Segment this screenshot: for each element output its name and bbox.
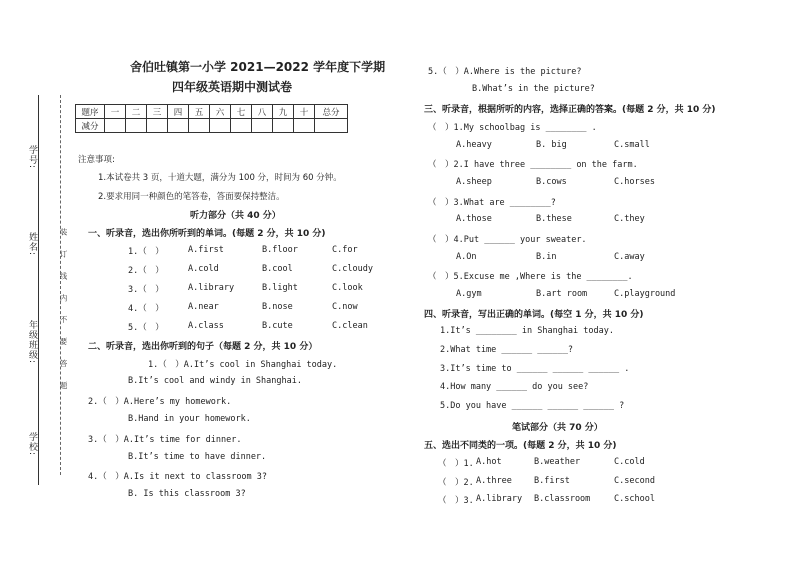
s5-option: A.hot — [476, 457, 502, 467]
s1-option: C.clean — [332, 321, 368, 331]
s2-option-a[interactable]: 4.（ ）A.Is it next to classroom 3? — [88, 472, 268, 482]
s3-option: B.cows — [536, 177, 567, 187]
written-heading: 笔试部分（共 70 分） — [512, 423, 603, 433]
section2-heading: 二、听录音，选出你听到的句子（每题 2 分，共 10 分） — [88, 342, 318, 352]
s1-item-num[interactable]: 5.（ ） — [128, 323, 164, 333]
score-table-header-row — [76, 105, 348, 119]
s1-item-num[interactable]: 4.（ ） — [128, 304, 164, 314]
s3-option: B. big — [536, 140, 567, 150]
notes-heading: 注意事项: — [78, 155, 115, 165]
score-input-cell[interactable] — [210, 119, 231, 133]
s3-question[interactable]: （ ）1.My schoolbag is ________ . — [428, 123, 597, 133]
s3-option: C.small — [614, 140, 650, 150]
s5-item-num[interactable]: （ ）3. — [438, 496, 474, 506]
s1-option: C.look — [332, 283, 363, 293]
s1-option: A.library — [188, 283, 235, 293]
score-input-cell[interactable] — [252, 119, 273, 133]
exam-title: 舍伯吐镇第一小学 2021—2022 学年度下学期 — [130, 60, 386, 74]
score-input-cell[interactable] — [105, 119, 126, 133]
s2-option-a[interactable]: 5.（ ）A.Where is the picture? — [428, 67, 582, 77]
s3-option: A.those — [456, 214, 492, 224]
s1-option: B.floor — [262, 245, 298, 255]
score-cell: 九 — [273, 105, 294, 119]
s1-item-num[interactable]: 3.（ ） — [128, 285, 164, 295]
score-cell: 七 — [231, 105, 252, 119]
score-cell: 总分 — [315, 105, 348, 119]
s2-option-a[interactable]: 3.（ ）A.It’s time for dinner. — [88, 435, 242, 445]
s3-question[interactable]: （ ）5.Excuse me ,Where is the ________. — [428, 272, 633, 282]
s1-option: B.light — [262, 283, 298, 293]
s3-option: C.they — [614, 214, 645, 224]
score-cell: 六 — [210, 105, 231, 119]
score-cell: 题序 — [76, 105, 105, 119]
s5-option: B.weather — [534, 457, 581, 467]
s3-option: C.playground — [614, 289, 676, 299]
section4-heading: 四、听录音，写出正确的单词。(每空 1 分，共 10 分) — [424, 310, 644, 320]
s3-option: B.these — [536, 214, 572, 224]
s5-item-num[interactable]: （ ）2. — [438, 478, 474, 488]
score-input-cell[interactable] — [294, 119, 315, 133]
note-item: 2.要求用同一种颜色的笔答卷，答面要保持整洁。 — [98, 192, 285, 202]
s1-item-num[interactable]: 2.（ ） — [128, 266, 164, 276]
section5-heading: 五、选出不同类的一项。(每题 2 分，共 10 分) — [424, 441, 617, 451]
s2-option-a[interactable]: 2.（ ）A.Here’s my homework. — [88, 397, 232, 407]
score-input-cell[interactable] — [168, 119, 189, 133]
s5-option: C.second — [614, 476, 655, 486]
s5-option: C.cold — [614, 457, 645, 467]
s5-option: B.classroom — [534, 494, 591, 504]
s1-option: B.cute — [262, 321, 293, 331]
s1-option: A.class — [188, 321, 224, 331]
s1-option: B.cool — [262, 264, 293, 274]
name-label: 姓名: — [27, 232, 37, 257]
score-cell: 减分 — [76, 119, 105, 133]
s1-option: A.first — [188, 245, 224, 255]
score-cell: 三 — [147, 105, 168, 119]
name-field[interactable] — [38, 255, 39, 311]
s2-option-b: B.It’s cool and windy in Shanghai. — [128, 376, 302, 386]
class-field[interactable] — [38, 370, 39, 426]
note-item: 1.本试卷共 3 页，十道大题，满分为 100 分，时间为 60 分钟。 — [98, 173, 342, 183]
s3-option: A.gym — [456, 289, 482, 299]
score-input-cell[interactable] — [273, 119, 294, 133]
s2-option-b: B.Hand in your homework. — [128, 414, 251, 424]
s5-option: A.library — [476, 494, 523, 504]
score-input-cell[interactable] — [231, 119, 252, 133]
s1-option: A.near — [188, 302, 219, 312]
score-input-cell[interactable] — [315, 119, 348, 133]
score-cell: 二 — [126, 105, 147, 119]
s3-option: A.heavy — [456, 140, 492, 150]
s4-item[interactable]: 2.What time ______ ______? — [440, 345, 574, 355]
score-input-cell[interactable] — [126, 119, 147, 133]
s5-option: B.first — [534, 476, 570, 486]
s1-option: C.for — [332, 245, 358, 255]
score-cell: 五 — [189, 105, 210, 119]
s3-question[interactable]: （ ）3.What are ________? — [428, 198, 556, 208]
s3-question[interactable]: （ ）2.I have three ________ on the farm. — [428, 160, 638, 170]
score-table — [75, 104, 348, 133]
section3-heading: 三、听录音，根据所听的内容，选择正确的答案。(每题 2 分，共 10 分) — [424, 105, 716, 115]
score-input-cell[interactable] — [189, 119, 210, 133]
score-table-deduction-row — [76, 119, 348, 133]
exam-subtitle: 四年级英语期中测试卷 — [172, 80, 293, 94]
s3-option: B.art room — [536, 289, 588, 299]
s4-item[interactable]: 5.Do you have ______ ______ ______ ? — [440, 401, 625, 411]
s1-item-num[interactable]: 1.（ ） — [128, 247, 164, 257]
s3-option: C.horses — [614, 177, 655, 187]
s2-option-b: B.What’s in the picture? — [472, 84, 595, 94]
s1-option: B.nose — [262, 302, 293, 312]
school-label: 学校: — [27, 432, 37, 457]
s5-item-num[interactable]: （ ）1. — [438, 459, 474, 469]
number-label: 学号: — [27, 145, 37, 170]
s3-option: C.away — [614, 252, 645, 262]
s2-option-b: B. Is this classroom 3? — [128, 489, 246, 499]
s2-option-a[interactable]: 1.（ ）A.It’s cool in Shanghai today. — [148, 360, 338, 370]
score-input-cell[interactable] — [147, 119, 168, 133]
s4-item[interactable]: 1.It’s ________ in Shanghai today. — [440, 326, 614, 336]
school-field[interactable] — [38, 455, 39, 485]
s4-item[interactable]: 3.It’s time to ______ ______ ______ . — [440, 364, 630, 374]
s1-option: C.now — [332, 302, 358, 312]
s1-option: C.cloudy — [332, 264, 373, 274]
score-cell: 四 — [168, 105, 189, 119]
number-field[interactable] — [38, 168, 39, 224]
s3-option: B.in — [536, 252, 557, 262]
s3-option: A.On — [456, 252, 477, 262]
s5-option: C.school — [614, 494, 655, 504]
s2-option-b: B.It’s time to have dinner. — [128, 452, 267, 462]
class-label: 年级班级: — [27, 320, 37, 365]
score-cell: 一 — [105, 105, 126, 119]
score-cell: 十 — [294, 105, 315, 119]
listening-heading: 听力部分（共 40 分） — [190, 211, 281, 221]
s1-option: A.cold — [188, 264, 219, 274]
seal-text: 装 订 线 内 不 要 答 题 — [59, 228, 68, 395]
section1-heading: 一、听录音，选出你所听到的单词。(每题 2 分，共 10 分) — [88, 229, 326, 239]
s4-item[interactable]: 4.How many ______ do you see? — [440, 382, 589, 392]
s5-option: A.three — [476, 476, 512, 486]
s3-question[interactable]: （ ）4.Put ______ your sweater. — [428, 235, 587, 245]
score-cell: 八 — [252, 105, 273, 119]
s3-option: A.sheep — [456, 177, 492, 187]
